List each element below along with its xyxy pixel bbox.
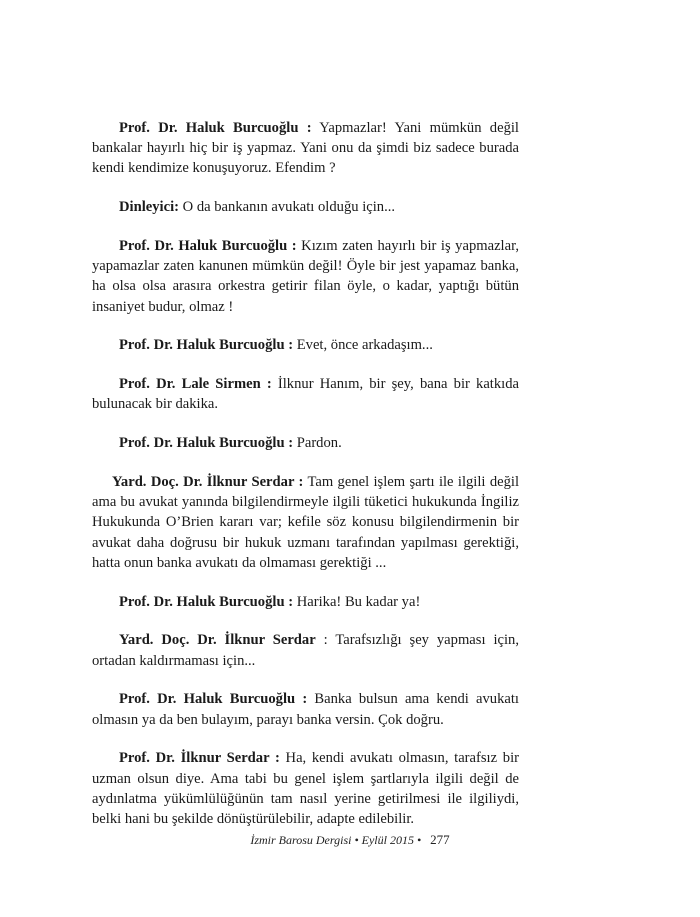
dialogue-text: Pardon. (293, 435, 342, 452)
speaker-name: Prof. Dr. İlknur Serdar : (119, 750, 280, 767)
dialogue-paragraph-10 (92, 689, 519, 729)
speaker-name: Prof. Dr. Haluk Burcuoğlu : (119, 691, 308, 708)
page-number: 277 (430, 832, 450, 847)
dialogue-paragraph-11 (92, 748, 519, 829)
speaker-name: Prof. Dr. Haluk Burcuoğlu : (119, 120, 312, 136)
document-body (92, 118, 519, 848)
dialogue-paragraph-4 (92, 335, 519, 355)
dialogue-text: O da bankanın avukatı olduğu için... (179, 199, 396, 216)
dialogue-text: Evet, önce arkadaşım... (293, 337, 433, 354)
dialogue-text: İlknur Hanım, bir şey, bana bir katkıda bulunacak bir dakika. (92, 376, 519, 413)
journal-name: İzmir Barosu Dergisi • Eylül 2015 • (250, 833, 422, 847)
dialogue-text: Banka bulsun ama kendi avukatı olmasın ya da ben bulayım, parayı banka versin. Çok doğru. (92, 691, 519, 728)
speaker-name: Yard. Doç. Dr. İlknur Serdar (119, 632, 316, 649)
dialogue-text: Ha, kendi avukatı olmasın, tarafsız bir uzman olsun diye. Ama tabi bu genel işlem şartlarıyla ilgili değil de aydınlatma yükümlülüğünün tam nasıl yerine getirilmesi ile ilgiliydi, belki hani bu şekilde dönüştürülebilir, adapte edilebilir. (92, 750, 519, 828)
speaker-name: Prof. Dr. Haluk Burcuoğlu : (119, 337, 294, 354)
dialogue-text: Yapmazlar! Yani mümkün değil bankalar hayırlı hiç bir iş yapmaz. Yani onu da şimdi biz sadece burada kendi kendimize konuşuyoruz. Efendim ? (92, 120, 519, 177)
dialogue-text: Tam genel işlem şartı ile ilgili değil ama bu avukat yanında bilgilendirmeyle ilgili tüketici hukukunda İngiliz Hukukunda O’Brien kararı var; kefile söz konusu bilgilendirmenin bir avukat daha doğrusu bir hukuk uzmanı tarafından yapılması gerektiği, hatta onun banka avukatı da olmaması gerektiği ... (92, 474, 519, 571)
speaker-name: Yard. Doç. Dr. İlknur Serdar : (112, 474, 304, 490)
dialogue-paragraph-2 (92, 197, 519, 217)
dialogue-paragraph-1 (92, 118, 519, 179)
dialogue-text: Kızım zaten hayırlı bir iş yapmazlar, yapamazlar zaten kanunen mümkün değil! Öyle bir jest yapamaz banka, ha olsa olsa arasıra orkestra getirir filan öyle, o kadar, yaptığı bütün insaniyet budur, olmaz ! (92, 238, 519, 315)
speaker-name: Prof. Dr. Lale Sirmen : (119, 376, 272, 393)
speaker-name: Prof. Dr. Haluk Burcuoğlu : (119, 435, 294, 452)
dialogue-text: : Tarafsızlığı şey yapması için, ortadan kaldırmaması için... (92, 632, 519, 669)
dialogue-paragraph-3 (92, 236, 519, 317)
dialogue-paragraph-6 (92, 433, 519, 453)
speaker-name: Prof. Dr. Haluk Burcuoğlu : (119, 238, 297, 254)
dialogue-paragraph-5 (92, 374, 519, 414)
page-footer (0, 832, 700, 848)
speaker-name: Prof. Dr. Haluk Burcuoğlu : (119, 593, 294, 610)
speaker-name: Dinleyici: (119, 199, 179, 216)
dialogue-paragraph-9 (92, 630, 519, 670)
dialogue-paragraph-7 (92, 472, 519, 573)
dialogue-text: Harika! Bu kadar ya! (293, 593, 421, 610)
dialogue-paragraph-8 (92, 592, 519, 612)
